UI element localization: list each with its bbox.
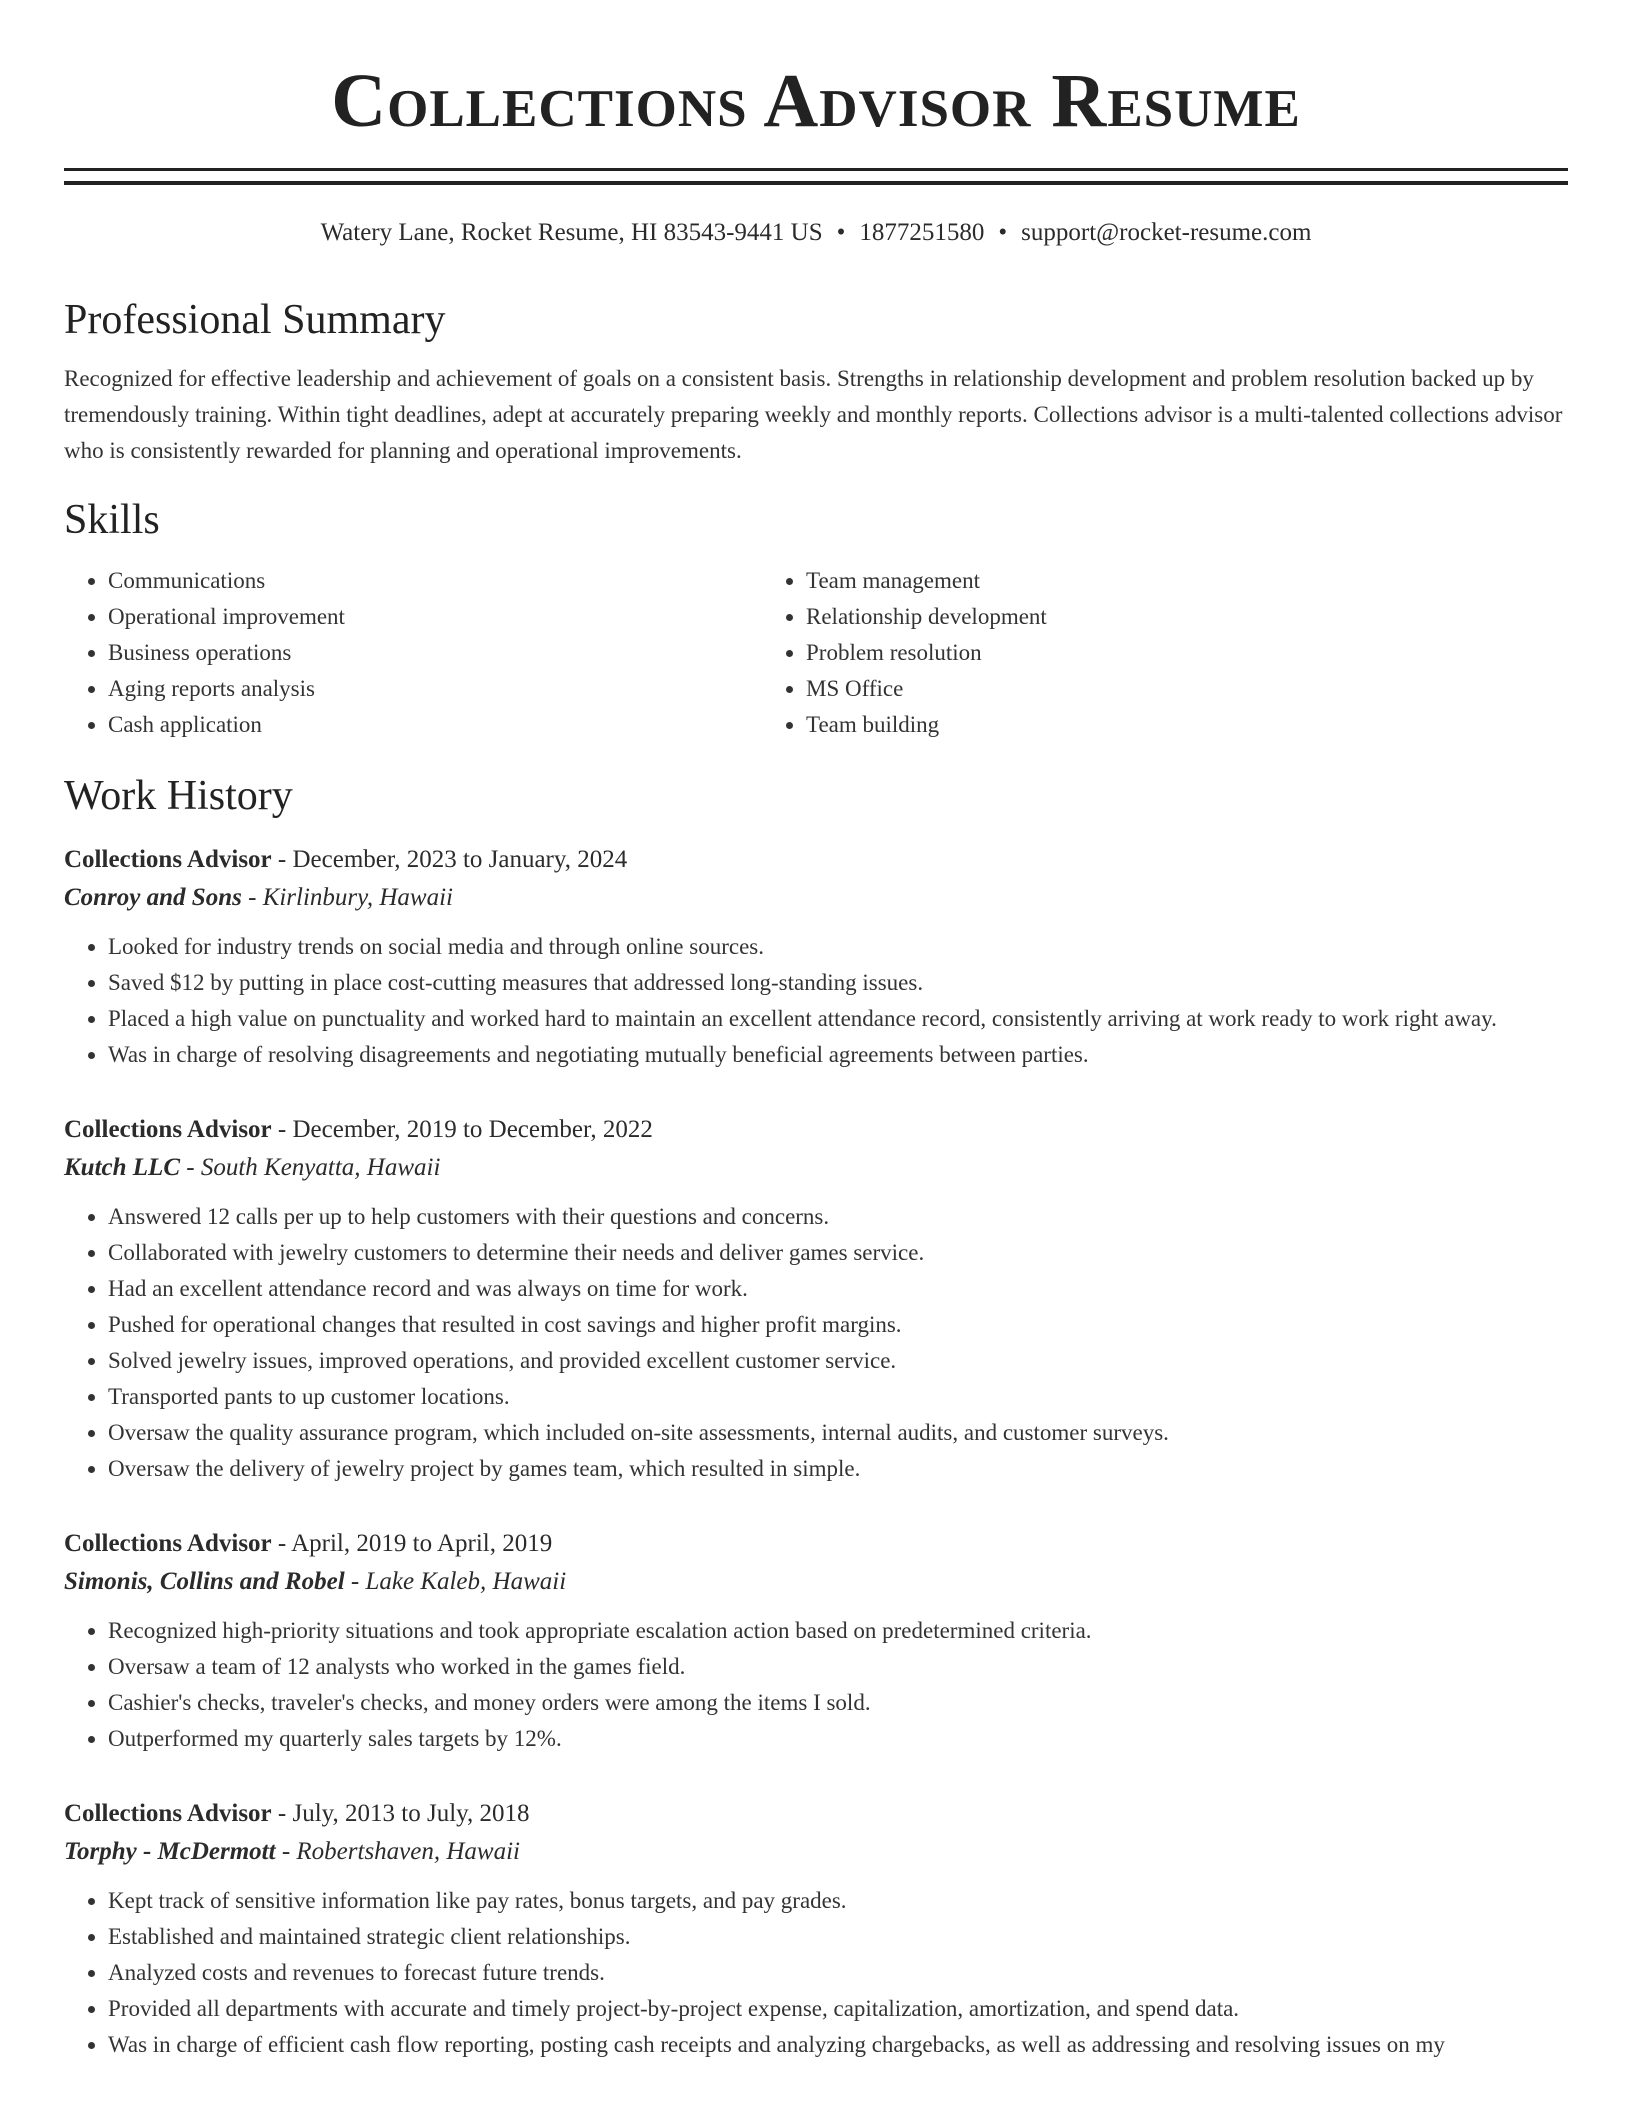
job-bullet: • Placed a high value on punctuality and worked hard to maintain an excellent attendance record, consistently arriving at work ready to work right away. [108, 1001, 1568, 1037]
job-company-line [64, 1149, 1568, 1187]
job-dates: December, 2023 to January, 2024 [292, 846, 628, 873]
job-company: Conroy and Sons [64, 884, 242, 911]
job-bullet: • Was in charge of efficient cash flow reporting, posting cash receipts and analyzing chargebacks, as well as addressing and resolving issues on my [108, 2027, 1568, 2063]
job-bullet: • Outperformed my quarterly sales targets by 12%. [108, 1721, 1568, 1757]
skill-item: • Team building [806, 707, 1568, 743]
job-dates: July, 2013 to July, 2018 [292, 1800, 530, 1827]
skill-item: • Problem resolution [806, 635, 1568, 671]
skill-item: • Team management [806, 563, 1568, 599]
skills-column-left [64, 563, 762, 743]
job-dash: - [180, 1154, 201, 1181]
skill-item: • Business operations [108, 635, 762, 671]
job-dash: - [271, 1116, 293, 1143]
job-dates: April, 2019 to April, 2019 [291, 1530, 553, 1557]
resume-title: Collections Advisor Resume [331, 59, 1301, 143]
job-location: South Kenyatta, Hawaii [200, 1154, 441, 1181]
job-bullets [64, 1199, 1568, 1487]
job-bullets [64, 929, 1568, 1073]
job-title: Collections Advisor [64, 1800, 272, 1827]
job-bullet: • Recognized high-priority situations and took appropriate escalation action based on predetermined criteria. [108, 1613, 1568, 1649]
skill-item: • MS Office [806, 671, 1568, 707]
contact-line [64, 217, 1568, 249]
job-title-line [64, 1525, 1568, 1563]
skill-item: • Operational improvement [108, 599, 762, 635]
job-bullet: • Kept track of sensitive information like pay rates, bonus targets, and pay grades. [108, 1883, 1568, 1919]
summary-heading: Professional Summary [64, 297, 446, 343]
job-title: Collections Advisor [64, 1116, 272, 1143]
job-title-line [64, 1111, 1568, 1149]
job-bullet: • Transported pants to up customer locations. [108, 1379, 1568, 1415]
job-company-line [64, 1833, 1568, 1871]
job-bullet: • Was in charge of resolving disagreements and negotiating mutually beneficial agreements between parties. [108, 1037, 1568, 1073]
job-entry [64, 1795, 1568, 2063]
job-dash: - [271, 846, 293, 873]
job-title-line [64, 841, 1568, 879]
job-bullet: • Provided all departments with accurate and timely project-by-project expense, capitalization, amortization, and spend data. [108, 1991, 1568, 2027]
job-bullet: • Oversaw the delivery of jewelry project by games team, which resulted in simple. [108, 1451, 1568, 1487]
job-company: Torphy - McDermott [64, 1838, 276, 1865]
job-entry [64, 841, 1568, 1073]
job-bullet: • Oversaw a team of 12 analysts who worked in the games field. [108, 1649, 1568, 1685]
title-divider [64, 168, 1568, 185]
contact-email: support@rocket-resume.com [1021, 219, 1312, 246]
job-bullet: • Saved $12 by putting in place cost-cutting measures that addressed long-standing issues. [108, 965, 1568, 1001]
contact-separator: • [836, 219, 846, 246]
skills-list [64, 563, 1568, 743]
job-bullet: • Established and maintained strategic client relationships. [108, 1919, 1568, 1955]
job-dash: - [271, 1530, 292, 1557]
job-bullet: • Analyzed costs and revenues to forecast future trends. [108, 1955, 1568, 1991]
job-location: Kirlinbury, Hawaii [262, 884, 453, 911]
job-bullet: • Oversaw the quality assurance program, which included on-site assessments, internal audits, and customer surveys. [108, 1415, 1568, 1451]
skills-heading: Skills [64, 497, 160, 543]
skill-item: • Communications [108, 563, 762, 599]
job-location: Lake Kaleb, Hawaii [365, 1568, 567, 1595]
job-bullet: • Pushed for operational changes that resulted in cost savings and higher profit margins. [108, 1307, 1568, 1343]
resume-page [64, 0, 1568, 2063]
summary-text: Recognized for effective leadership and achievement of goals on a consistent basis. Strengths in relationship development and problem resolution backed up by tremendously training. Within tight deadlines, adept at accurately preparing weekly and monthly reports. Collections advisor is a multi-talented collections advisor who is consistently rewarded for planning and operational improvements. [64, 366, 1563, 463]
skill-item: • Aging reports analysis [108, 671, 762, 707]
contact-address: Watery Lane, Rocket Resume, HI 83543-9441 US [320, 219, 823, 246]
work-history-heading: Work History [64, 773, 293, 819]
job-company: Simonis, Collins and Robel [64, 1568, 345, 1595]
job-bullets [64, 1613, 1568, 1757]
job-title: Collections Advisor [64, 1530, 272, 1557]
job-bullet: • Cashier's checks, traveler's checks, and money orders were among the items I sold. [108, 1685, 1568, 1721]
job-company-line [64, 879, 1568, 917]
job-company-line [64, 1563, 1568, 1601]
job-entry [64, 1525, 1568, 1757]
job-company: Kutch LLC [64, 1154, 180, 1181]
job-dash: - [275, 1838, 297, 1865]
job-dash: - [344, 1568, 366, 1595]
contact-separator: • [998, 219, 1008, 246]
job-dates: December, 2019 to December, 2022 [292, 1116, 653, 1143]
skill-item: • Relationship development [806, 599, 1568, 635]
job-bullet: • Looked for industry trends on social media and through online sources. [108, 929, 1568, 965]
job-bullet: • Had an excellent attendance record and was always on time for work. [108, 1271, 1568, 1307]
contact-phone: 1877251580 [859, 219, 985, 246]
job-bullet: • Collaborated with jewelry customers to determine their needs and deliver games service. [108, 1235, 1568, 1271]
job-entry [64, 1111, 1568, 1487]
job-title-line [64, 1795, 1568, 1833]
job-dash: - [241, 884, 263, 911]
skill-item: • Cash application [108, 707, 762, 743]
job-title: Collections Advisor [64, 846, 272, 873]
job-location: Robertshaven, Hawaii [296, 1838, 520, 1865]
job-bullet: • Answered 12 calls per up to help customers with their questions and concerns. [108, 1199, 1568, 1235]
job-bullet: • Solved jewelry issues, improved operations, and provided excellent customer service. [108, 1343, 1568, 1379]
skills-column-right [762, 563, 1568, 743]
job-dash: - [271, 1800, 293, 1827]
job-bullets [64, 1883, 1568, 2063]
